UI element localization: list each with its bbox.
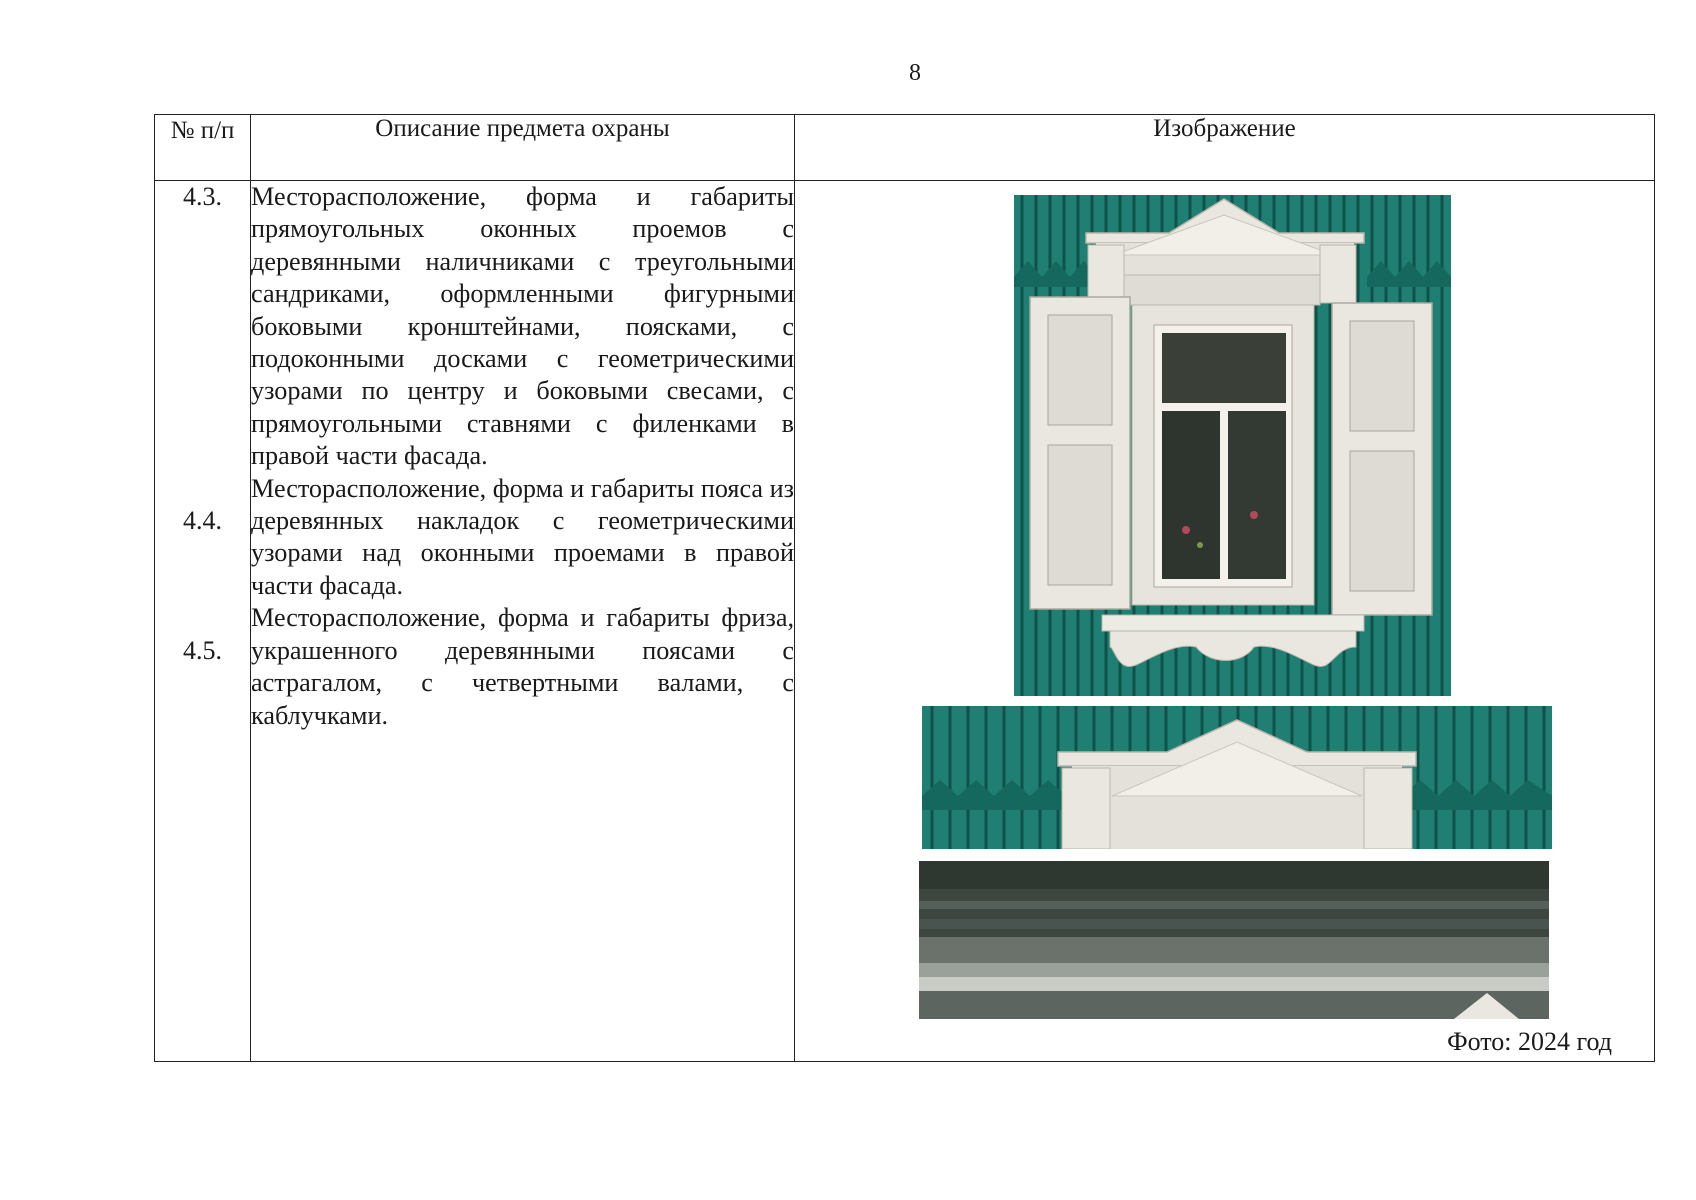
frieze-photo [919, 861, 1549, 1019]
header-number: № п/п [155, 115, 251, 181]
protection-subject-table [154, 114, 1655, 1062]
table-header-row [155, 115, 1655, 181]
header-image: Изображение [795, 115, 1655, 181]
table-body-row [155, 181, 1655, 1062]
photo-caption: Фото: 2024 год [1447, 1027, 1612, 1056]
number-column [155, 181, 251, 1062]
entry-description-4-4: Месторасположение, форма и габариты пояса из деревянных накладок с геометрическими узорами над оконными проемами в правой части фасада. [251, 473, 794, 600]
pediment-photo [922, 706, 1552, 849]
entry-description-4-3: Месторасположение, форма и габариты прямоугольных оконных проемов с деревянными наличниками с треугольными сандриками, оформленными фигурными боковыми кронштейнами, поясками, с подоконными досками с геометрическими узорами по центру и боковыми свесами, с прямоугольными ставнями с филенками в правой части фасада. [251, 182, 794, 471]
entry-description-4-5: Месторасположение, форма и габариты фриза, украшенного деревянными поясами с астрагалом, с четвертными валами, с каблучками. [251, 603, 794, 730]
description-column [251, 181, 795, 1062]
window-casing-photo [1014, 195, 1451, 696]
entry-number-4-4: 4.4. [183, 506, 222, 535]
page-number: 8 [909, 60, 921, 86]
header-description: Описание предмета охраны [251, 115, 795, 181]
image-column [795, 181, 1655, 1062]
entry-number-4-5: 4.5. [183, 635, 222, 665]
entry-number-4-3: 4.3. [183, 182, 222, 211]
